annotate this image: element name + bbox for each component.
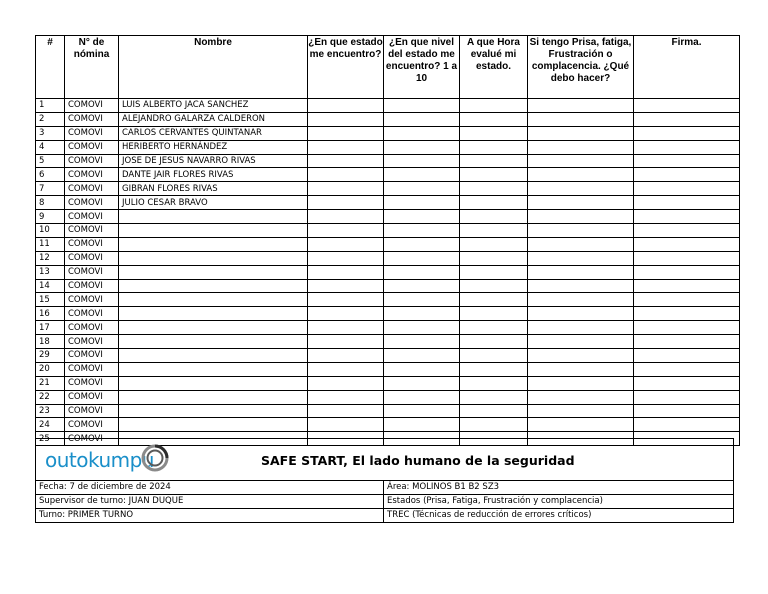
- row-number: 25: [36, 432, 65, 446]
- row-number: 24: [36, 418, 65, 432]
- row-nomina: COMOVI: [65, 418, 119, 432]
- row-number: 10: [36, 224, 65, 238]
- row-number: 16: [36, 307, 65, 321]
- row-firma: [634, 307, 740, 321]
- row-accion: [528, 265, 634, 279]
- row-nomina: COMOVI: [65, 404, 119, 418]
- table-body: [36, 99, 740, 446]
- row-nombre: [119, 390, 308, 404]
- header-nombre: Nombre: [119, 36, 308, 99]
- row-number: 9: [36, 210, 65, 224]
- row-estado: [308, 307, 384, 321]
- table-row: [36, 307, 740, 321]
- table-row: [36, 154, 740, 168]
- row-estado: [308, 112, 384, 126]
- row-nombre: CARLOS CERVANTES QUINTANAR: [119, 126, 308, 140]
- row-estado: [308, 126, 384, 140]
- row-accion: [528, 404, 634, 418]
- trec-field: TREC (Técnicas de reducción de errores críticos): [387, 510, 592, 520]
- row-firma: [634, 349, 740, 363]
- table-row: [36, 376, 740, 390]
- row-nomina: COMOVI: [65, 154, 119, 168]
- row-accion: [528, 196, 634, 210]
- row-nivel: [384, 154, 460, 168]
- row-nombre: [119, 404, 308, 418]
- row-accion: [528, 321, 634, 335]
- row-nombre: [119, 251, 308, 265]
- row-hora: [460, 404, 528, 418]
- row-firma: [634, 154, 740, 168]
- row-nombre: [119, 307, 308, 321]
- row-number: 4: [36, 140, 65, 154]
- row-estado: [308, 168, 384, 182]
- row-hora: [460, 390, 528, 404]
- row-accion: [528, 237, 634, 251]
- row-hora: [460, 140, 528, 154]
- row-nivel: [384, 210, 460, 224]
- row-firma: [634, 112, 740, 126]
- row-accion: [528, 99, 634, 113]
- table-row: [36, 140, 740, 154]
- info-row-3: [36, 509, 733, 522]
- table-row: [36, 112, 740, 126]
- row-firma: [634, 196, 740, 210]
- row-nombre: ALEJANDRO GALARZA CALDERON: [119, 112, 308, 126]
- table-row: [36, 321, 740, 335]
- row-accion: [528, 112, 634, 126]
- row-accion: [528, 224, 634, 238]
- row-nomina: COMOVI: [65, 126, 119, 140]
- row-accion: [528, 154, 634, 168]
- row-nomina: COMOVI: [65, 293, 119, 307]
- row-estado: [308, 224, 384, 238]
- header-accion: Si tengo Prisa, fatiga, Frustración o complacencia. ¿Qué debo hacer?: [528, 36, 634, 99]
- row-accion: [528, 210, 634, 224]
- form-footer: [35, 438, 734, 523]
- row-nomina: COMOVI: [65, 251, 119, 265]
- row-firma: [634, 168, 740, 182]
- row-firma: [634, 335, 740, 349]
- row-accion: [528, 349, 634, 363]
- header-firma: Firma.: [634, 36, 740, 99]
- row-nombre: [119, 210, 308, 224]
- row-hora: [460, 224, 528, 238]
- row-nivel: [384, 112, 460, 126]
- table-row: [36, 293, 740, 307]
- row-nombre: LUIS ALBERTO JACA SANCHEZ: [119, 99, 308, 113]
- row-nombre: [119, 224, 308, 238]
- row-hora: [460, 168, 528, 182]
- row-estado: [308, 140, 384, 154]
- row-firma: [634, 390, 740, 404]
- table-row: [36, 237, 740, 251]
- row-hora: [460, 307, 528, 321]
- row-nivel: [384, 362, 460, 376]
- row-firma: [634, 321, 740, 335]
- row-nombre: [119, 265, 308, 279]
- row-nomina: COMOVI: [65, 390, 119, 404]
- row-hora: [460, 99, 528, 113]
- row-firma: [634, 99, 740, 113]
- row-accion: [528, 293, 634, 307]
- row-number: 15: [36, 293, 65, 307]
- area-field: Área: MOLINOS B1 B2 SZ3: [387, 482, 500, 492]
- header-num: #: [36, 36, 65, 99]
- row-estado: [308, 279, 384, 293]
- row-nomina: COMOVI: [65, 99, 119, 113]
- table-row: [36, 99, 740, 113]
- row-nombre: [119, 321, 308, 335]
- table-row: [36, 126, 740, 140]
- row-firma: [634, 237, 740, 251]
- supervisor-field: Supervisor de turno: JUAN DUQUE: [36, 495, 384, 508]
- safety-slogan: SAFE START, El lado humano de la seguridad: [261, 453, 575, 468]
- row-nombre: [119, 293, 308, 307]
- header-nomina: N° de nómina: [65, 36, 119, 99]
- row-estado: [308, 210, 384, 224]
- table-row: [36, 182, 740, 196]
- row-hora: [460, 265, 528, 279]
- row-nomina: COMOVI: [65, 224, 119, 238]
- row-nomina: COMOVI: [65, 196, 119, 210]
- row-number: 3: [36, 126, 65, 140]
- attendance-table: [35, 35, 740, 446]
- row-number: 5: [36, 154, 65, 168]
- row-firma: [634, 362, 740, 376]
- row-nomina: COMOVI: [65, 265, 119, 279]
- date-field: Fecha: 7 de diciembre de 2024: [36, 481, 384, 494]
- row-number: 14: [36, 279, 65, 293]
- row-nomina: COMOVI: [65, 112, 119, 126]
- row-number: 21: [36, 376, 65, 390]
- row-hora: [460, 196, 528, 210]
- table-row: [36, 251, 740, 265]
- header-estado: ¿En que estado me encuentro?: [308, 36, 384, 99]
- row-nivel: [384, 196, 460, 210]
- row-nombre: DANTE JAIR FLORES RIVAS: [119, 168, 308, 182]
- row-number: 23: [36, 404, 65, 418]
- table-row: [36, 349, 740, 363]
- header-hora: A que Hora evalué mi estado.: [460, 36, 528, 99]
- row-hora: [460, 126, 528, 140]
- row-estado: [308, 390, 384, 404]
- row-nombre: [119, 279, 308, 293]
- row-nivel: [384, 404, 460, 418]
- row-accion: [528, 362, 634, 376]
- row-hora: [460, 376, 528, 390]
- row-hora: [460, 237, 528, 251]
- shift-field: Turno: PRIMER TURNO: [36, 509, 384, 522]
- row-estado: [308, 182, 384, 196]
- row-estado: [308, 154, 384, 168]
- logo-ring-icon: [140, 443, 170, 473]
- row-hora: [460, 210, 528, 224]
- table-row: [36, 335, 740, 349]
- info-row-2: [36, 495, 733, 509]
- row-estado: [308, 99, 384, 113]
- row-accion: [528, 140, 634, 154]
- company-logo: outokumpu: [45, 448, 154, 472]
- header-nivel: ¿En que nivel del estado me encuentro? 1 a 10: [384, 36, 460, 99]
- states-field: Estados (Prisa, Fatiga, Frustración y complacencia): [387, 496, 603, 506]
- row-nomina: COMOVI: [65, 279, 119, 293]
- row-number: 20: [36, 362, 65, 376]
- row-nivel: [384, 390, 460, 404]
- row-nivel: [384, 418, 460, 432]
- row-accion: [528, 418, 634, 432]
- row-nivel: [384, 321, 460, 335]
- table-row: [36, 196, 740, 210]
- row-hora: [460, 279, 528, 293]
- table-row: [36, 210, 740, 224]
- row-firma: [634, 210, 740, 224]
- row-nivel: [384, 140, 460, 154]
- row-nomina: COMOVI: [65, 182, 119, 196]
- row-estado: [308, 418, 384, 432]
- row-number: 13: [36, 265, 65, 279]
- row-nombre: [119, 237, 308, 251]
- row-firma: [634, 140, 740, 154]
- row-hora: [460, 182, 528, 196]
- row-estado: [308, 376, 384, 390]
- row-nivel: [384, 126, 460, 140]
- table-row: [36, 168, 740, 182]
- row-hora: [460, 349, 528, 363]
- row-number: 17: [36, 321, 65, 335]
- row-estado: [308, 321, 384, 335]
- row-nombre: [119, 349, 308, 363]
- row-nombre: JOSE DE JESUS NAVARRO RIVAS: [119, 154, 308, 168]
- row-estado: [308, 293, 384, 307]
- row-nombre: JULIO CESAR BRAVO: [119, 196, 308, 210]
- row-number: 2: [36, 112, 65, 126]
- table-row: [36, 418, 740, 432]
- row-number: 1: [36, 99, 65, 113]
- row-number: 7: [36, 182, 65, 196]
- row-accion: [528, 376, 634, 390]
- footer-banner: [36, 439, 733, 481]
- row-estado: [308, 362, 384, 376]
- row-nombre: HERIBERTO HERNÁNDEZ: [119, 140, 308, 154]
- row-accion: [528, 168, 634, 182]
- row-firma: [634, 376, 740, 390]
- row-accion: [528, 390, 634, 404]
- row-estado: [308, 349, 384, 363]
- row-nombre: [119, 362, 308, 376]
- row-nivel: [384, 99, 460, 113]
- row-number: 12: [36, 251, 65, 265]
- row-estado: [308, 196, 384, 210]
- row-nivel: [384, 168, 460, 182]
- row-hora: [460, 112, 528, 126]
- row-nomina: COMOVI: [65, 432, 119, 446]
- row-hora: [460, 321, 528, 335]
- row-firma: [634, 126, 740, 140]
- row-hora: [460, 154, 528, 168]
- row-estado: [308, 335, 384, 349]
- row-number: 18: [36, 335, 65, 349]
- row-nivel: [384, 251, 460, 265]
- info-row-1: [36, 481, 733, 495]
- row-number: 6: [36, 168, 65, 182]
- row-nombre: GIBRAN FLORES RIVAS: [119, 182, 308, 196]
- row-accion: [528, 279, 634, 293]
- row-number: 8: [36, 196, 65, 210]
- row-accion: [528, 251, 634, 265]
- row-nomina: COMOVI: [65, 376, 119, 390]
- row-hora: [460, 362, 528, 376]
- row-nivel: [384, 293, 460, 307]
- row-nivel: [384, 279, 460, 293]
- row-number: 22: [36, 390, 65, 404]
- row-nomina: COMOVI: [65, 335, 119, 349]
- row-nombre: [119, 418, 308, 432]
- row-nomina: COMOVI: [65, 321, 119, 335]
- row-firma: [634, 293, 740, 307]
- row-hora: [460, 293, 528, 307]
- row-hora: [460, 418, 528, 432]
- row-estado: [308, 404, 384, 418]
- row-nomina: COMOVI: [65, 307, 119, 321]
- row-firma: [634, 404, 740, 418]
- row-nivel: [384, 265, 460, 279]
- row-nivel: [384, 349, 460, 363]
- row-firma: [634, 182, 740, 196]
- row-nomina: COMOVI: [65, 210, 119, 224]
- row-nivel: [384, 307, 460, 321]
- row-estado: [308, 265, 384, 279]
- row-accion: [528, 126, 634, 140]
- row-nivel: [384, 224, 460, 238]
- row-nivel: [384, 376, 460, 390]
- table-row: [36, 390, 740, 404]
- table-row: [36, 265, 740, 279]
- table-row: [36, 224, 740, 238]
- row-firma: [634, 224, 740, 238]
- row-accion: [528, 335, 634, 349]
- row-nombre: [119, 376, 308, 390]
- row-nivel: [384, 237, 460, 251]
- row-nombre: [119, 335, 308, 349]
- row-nomina: COMOVI: [65, 237, 119, 251]
- row-nivel: [384, 335, 460, 349]
- table-row: [36, 362, 740, 376]
- header-row: [36, 36, 740, 99]
- row-nomina: COMOVI: [65, 349, 119, 363]
- row-accion: [528, 182, 634, 196]
- row-firma: [634, 251, 740, 265]
- row-nivel: [384, 182, 460, 196]
- row-hora: [460, 251, 528, 265]
- row-firma: [634, 265, 740, 279]
- table-row: [36, 404, 740, 418]
- row-firma: [634, 418, 740, 432]
- row-accion: [528, 307, 634, 321]
- row-firma: [634, 279, 740, 293]
- row-number: 11: [36, 237, 65, 251]
- row-nomina: COMOVI: [65, 140, 119, 154]
- row-hora: [460, 335, 528, 349]
- row-estado: [308, 237, 384, 251]
- row-nomina: COMOVI: [65, 362, 119, 376]
- row-number: 29: [36, 349, 65, 363]
- row-estado: [308, 251, 384, 265]
- table-row: [36, 279, 740, 293]
- row-nomina: COMOVI: [65, 168, 119, 182]
